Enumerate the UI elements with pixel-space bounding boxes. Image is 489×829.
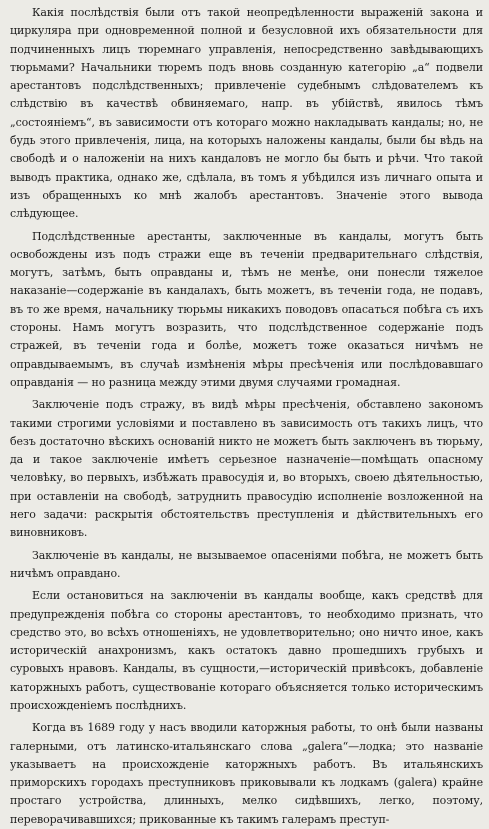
paragraph-4: Заключеніе въ кандалы, не вызываемое опасеніями побѣга, не можетъ быть ничѣмъ оправдано. [10,548,483,580]
paragraph-6: Когда въ 1689 году у насъ вводили каторжныя работы, то онѣ были названы галерными, отъ латинско-итальянскаго слова „galera“—лодка; это названіе указываетъ на происхожденіе каторжныхъ работъ. Въ итальянскихъ приморскихъ городахъ преступниковъ приковывали къ лодкамъ (galera) крайне простаго устройства, длинныхъ, мелко сидѣвшихъ, легко, поэтому, переворачивавшихся; прикованные къ такимъ галерамъ преступ- [10,721,483,826]
paragraph-3: Заключеніе подъ стражу, въ видѣ мѣры пресѣченія, обставлено закономъ такими строгими условіями и поставлено въ зависимость отъ такихъ лицъ, что безъ достаточно вѣскихъ основаній никто не можетъ быть заключенъ въ тюрьму, да и такое заключеніе имѣетъ серьезное назначеніе—помѣщать опасному человѣку, во первыхъ, избѣжать правосудія и, во вторыхъ, своею дѣятельностью, при оставленіи на свободѣ, затруднить правосудію исполненіе возложенной на него задачи: раскрытія обстоятельствъ преступленія и дѣйствительныхъ его виновниковъ. [10,398,483,540]
paragraph-5: Если остановиться на заключеніи въ кандалы вообще, какъ средствѣ для предупрежденія побѣга со стороны арестантовъ, то необходимо признать, что средство это, во всѣхъ отношеніяхъ, не удовлетворительно; оно ничто иное, какъ историческій анахронизмъ, какъ остатокъ давно прошедшихъ грубыхъ и суровыхъ нравовъ. Кандалы, въ сущности,—историческій привѣсокъ, добавленіе каторжныхъ работъ, существованіе котораго объясняется только историческимъ происхожденіемъ послѣднихъ. [10,589,483,712]
paragraph-1: Какія послѣдствія были отъ такой неопредѣленности выраженій закона и циркуляра при одновременной полной и безусловной ихъ обязательности для подчиненныхъ лицъ тюремнаго управленія, непосредственно завѣдывающихъ тюрьмами? Начальники тюремъ подъ вновь созданную категорію „а“ подвели арестантовъ подслѣдственныхъ; привлеченіе судебнымъ слѣдователемъ къ слѣдствію въ качествѣ обвиняемаго, напр. въ убійствѣ, явилось тѣмъ „состояніемъ“, въ зависимости отъ котораго можно накладывать кандалы; но, не будь этого привлеченія, лица, на которыхъ наложены кандалы, были бы вѣдь на свободѣ и о наложеніи на нихъ кандаловъ не могло бы быть и рѣчи. Что такой выводъ практика, однако же, сдѣлала, въ томъ я убѣдился изъ личнаго опыта и изъ обращенныхъ ко мнѣ жалобъ арестантовъ. Значеніе этого вывода слѣдующее. [10,6,483,221]
paragraph-2: Подслѣдственные арестанты, заключенные въ кандалы, могутъ быть освобождены изъ подъ стражи еще въ теченіи предварительнаго слѣдствія, могутъ, затѣмъ, быть оправданы и, тѣмъ не менѣе, они понесли тяжелое наказаніе—содержаніе въ кандалахъ, быть можетъ, въ теченіи года, не подавъ, въ то же время, начальнику тюрьмы никакихъ поводовъ опасаться побѣга съ ихъ стороны. Намъ могутъ возразить, что подслѣдственное содержаніе подъ стражей, въ теченіи года и болѣе, можетъ тоже оказаться ничѣмъ не оправдываемымъ, въ случаѣ измѣненія мѣры пресѣченія или послѣдовавшаго оправданія — но разница между этими двумя случаями громадная. [10,229,483,389]
